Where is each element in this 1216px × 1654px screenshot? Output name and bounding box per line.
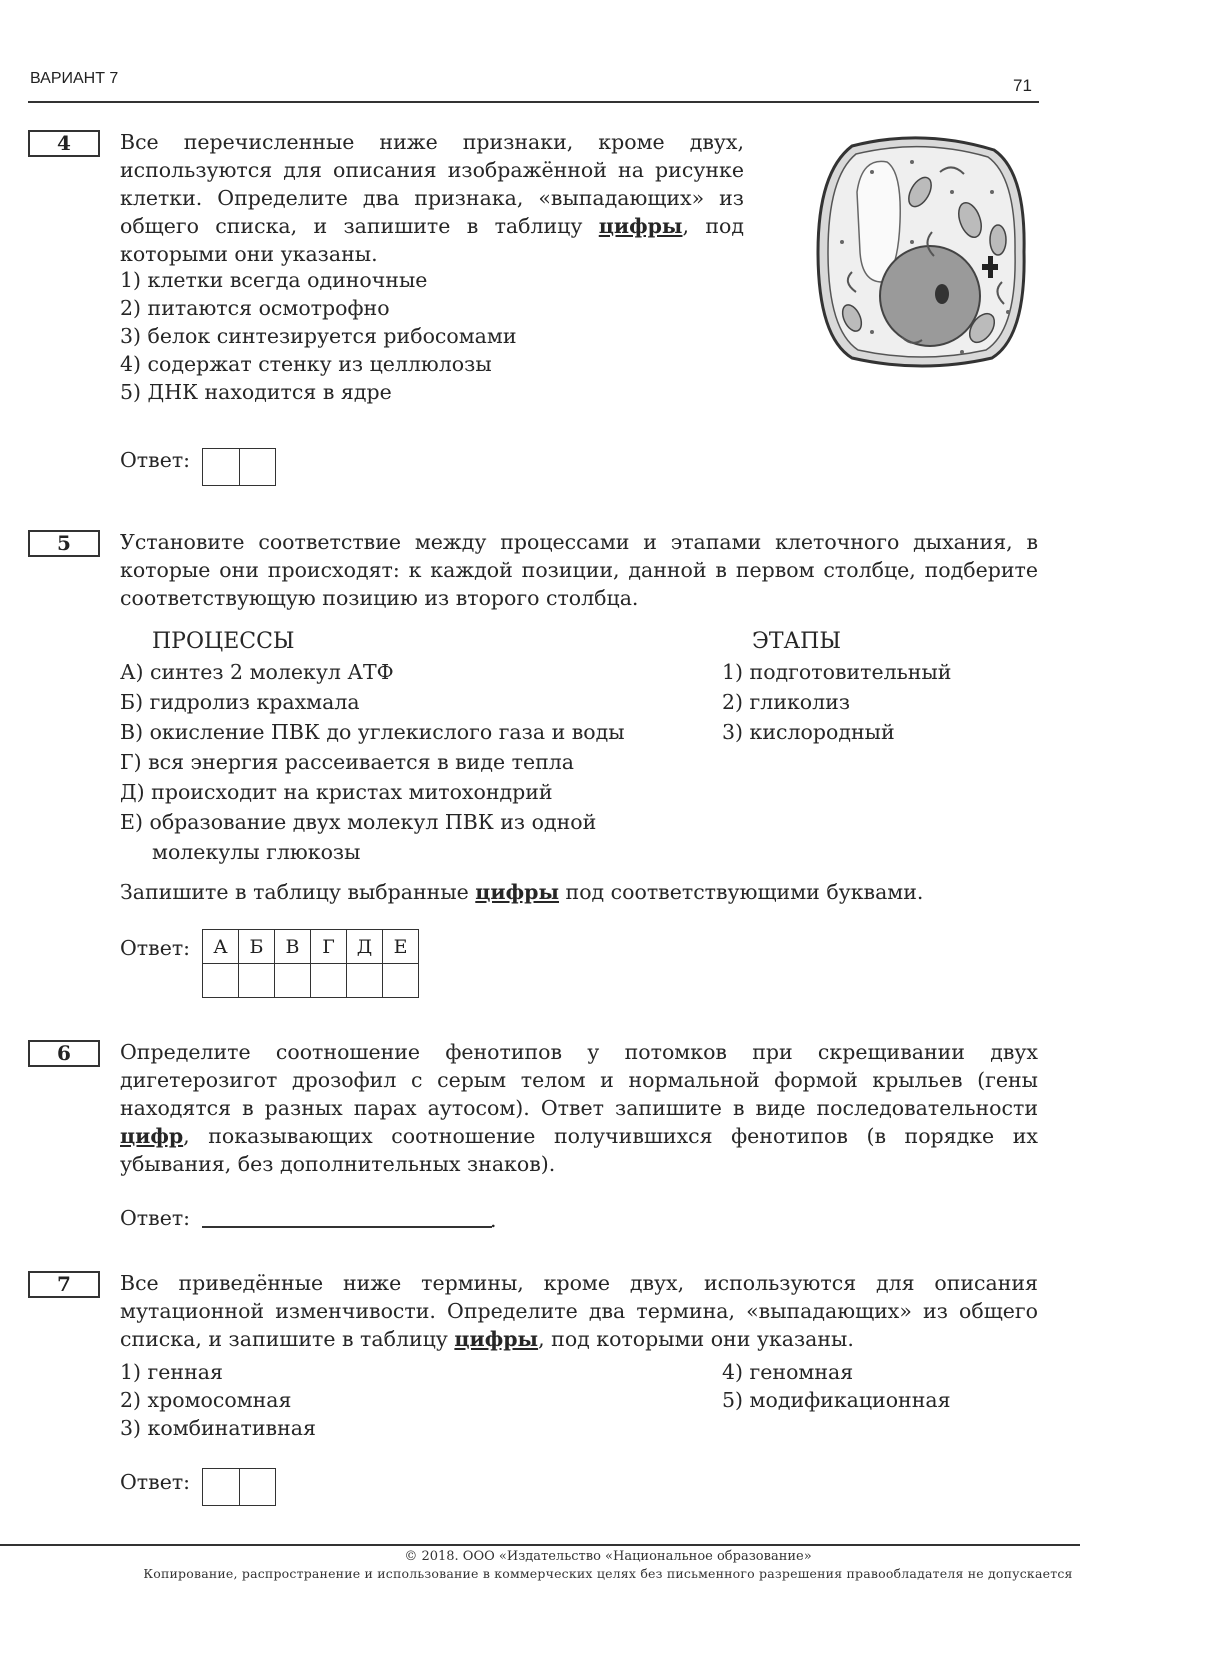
q7-answer-boxes[interactable] (202, 1468, 276, 1506)
q7-option-3: 3) комбинативная (120, 1416, 316, 1440)
question-number-7: 7 (28, 1271, 100, 1298)
q5-process-d: Д) происходит на кристах митохондрий (120, 780, 553, 804)
q5-letter-g: Г (311, 930, 347, 964)
question-number-6: 6 (28, 1040, 100, 1067)
q5-letter-e: Е (383, 930, 419, 964)
plant-cell-illustration (812, 132, 1032, 372)
footer-notice: Копирование, распространение и использование в коммерческих целях без письменного разрешения правообладателя не допускается (143, 1566, 1073, 1581)
q5-letter-d: Д (347, 930, 383, 964)
q4-option-3: 3) белок синтезируется рибосомами (120, 324, 517, 348)
q4-option-5: 5) ДНК находится в ядре (120, 380, 392, 404)
q5-process-e-cont: молекулы глюкозы (152, 840, 361, 864)
variant-label: ВАРИАНТ 7 (30, 70, 119, 87)
q5-process-b: Б) гидролиз крахмала (120, 690, 360, 714)
q6-answer-line[interactable] (202, 1226, 492, 1228)
page-number: 71 (1013, 76, 1032, 95)
q7-text: Все приведённые ниже термины, кроме двух, используются для описания мутационной изменчивости. Определите два термина, «выпадающих» из общего списка, и запишите в таблицу цифры, под которыми они указаны. (120, 1271, 1038, 1351)
q4-answer-cell-1[interactable] (203, 449, 239, 485)
q4-option-2: 2) питаются осмотрофно (120, 296, 390, 320)
q7-answer-label: Ответ: (120, 1470, 191, 1494)
q5-answer-label: Ответ: (120, 936, 191, 960)
q4-option-1: 1) клетки всегда одиночные (120, 268, 428, 292)
q7-option-4: 4) геномная (722, 1360, 854, 1384)
q6-text: Определите соотношение фенотипов у потомков при скрещивании двух дигетерозигот дрозофил с серым телом и нормальной формой крыльев (гены находятся в разных парах аутосом). Ответ запишите в виде последовательности цифр, показывающих соотношение получившихся фенотипов (в порядке их убывания, без дополнительных знаков). (120, 1040, 1038, 1176)
q7-answer-cell-2[interactable] (239, 1469, 275, 1505)
q4-option-4: 4) содержат стенку из целлюлозы (120, 352, 492, 376)
q6-answer-end: . (490, 1208, 497, 1232)
q5-col-stages-title: ЭТАПЫ (752, 629, 841, 654)
q5-stage-2: 2) гликолиз (722, 690, 851, 714)
q5-letter-a: А (203, 930, 239, 964)
footer-rule (0, 1544, 1080, 1546)
q5-answer-cell[interactable] (311, 964, 347, 998)
q5-text: Установите соответствие между процессами и этапами клеточного дыхания, в которые они происходят: к каждой позиции, данной в первом столбце, подберите соответствующую позицию из второго столбца. (120, 530, 1038, 610)
q5-process-v: В) окисление ПВК до углекислого газа и воды (120, 720, 625, 744)
q5-col-processes-title: ПРОЦЕССЫ (152, 629, 295, 654)
q5-answer-cell[interactable] (239, 964, 275, 998)
q4-answer-label: Ответ: (120, 448, 191, 472)
q5-answer-table (202, 929, 419, 998)
q4-text: Все перечисленные ниже признаки, кроме двух, используются для описания изображённой на рисунке клетки. Определите два признака, «выпадающих» из общего списка, и запишите в таблицу цифры, под которыми они указаны. (120, 130, 744, 266)
question-number-5: 5 (28, 530, 100, 557)
header-rule (28, 101, 1039, 103)
q4-answer-cell-2[interactable] (239, 449, 275, 485)
q5-stage-1: 1) подготовительный (722, 660, 952, 684)
q5-process-g: Г) вся энергия рассеивается в виде тепла (120, 750, 574, 774)
q5-letter-v: В (275, 930, 311, 964)
q5-process-e: Е) образование двух молекул ПВК из одной (120, 810, 597, 834)
q7-option-5: 5) модификационная (722, 1388, 951, 1412)
q7-answer-cell-1[interactable] (203, 1469, 239, 1505)
q5-answer-cell[interactable] (347, 964, 383, 998)
q7-option-2: 2) хромосомная (120, 1388, 292, 1412)
q5-stage-3: 3) кислородный (722, 720, 895, 744)
q5-process-a: А) синтез 2 молекул АТФ (120, 660, 394, 684)
q7-option-1: 1) генная (120, 1360, 223, 1384)
q5-answer-cell[interactable] (383, 964, 419, 998)
q5-instruction: Запишите в таблицу выбранные цифры под соответствующими буквами. (120, 880, 924, 904)
q5-answer-cell[interactable] (203, 964, 239, 998)
footer-copyright: © 2018. ООО «Издательство «Национальное образование» (404, 1549, 812, 1564)
q4-answer-boxes[interactable] (202, 448, 276, 486)
q5-letter-b: Б (239, 930, 275, 964)
question-number-4: 4 (28, 130, 100, 157)
q5-answer-cell[interactable] (275, 964, 311, 998)
q6-answer-label: Ответ: (120, 1206, 191, 1230)
